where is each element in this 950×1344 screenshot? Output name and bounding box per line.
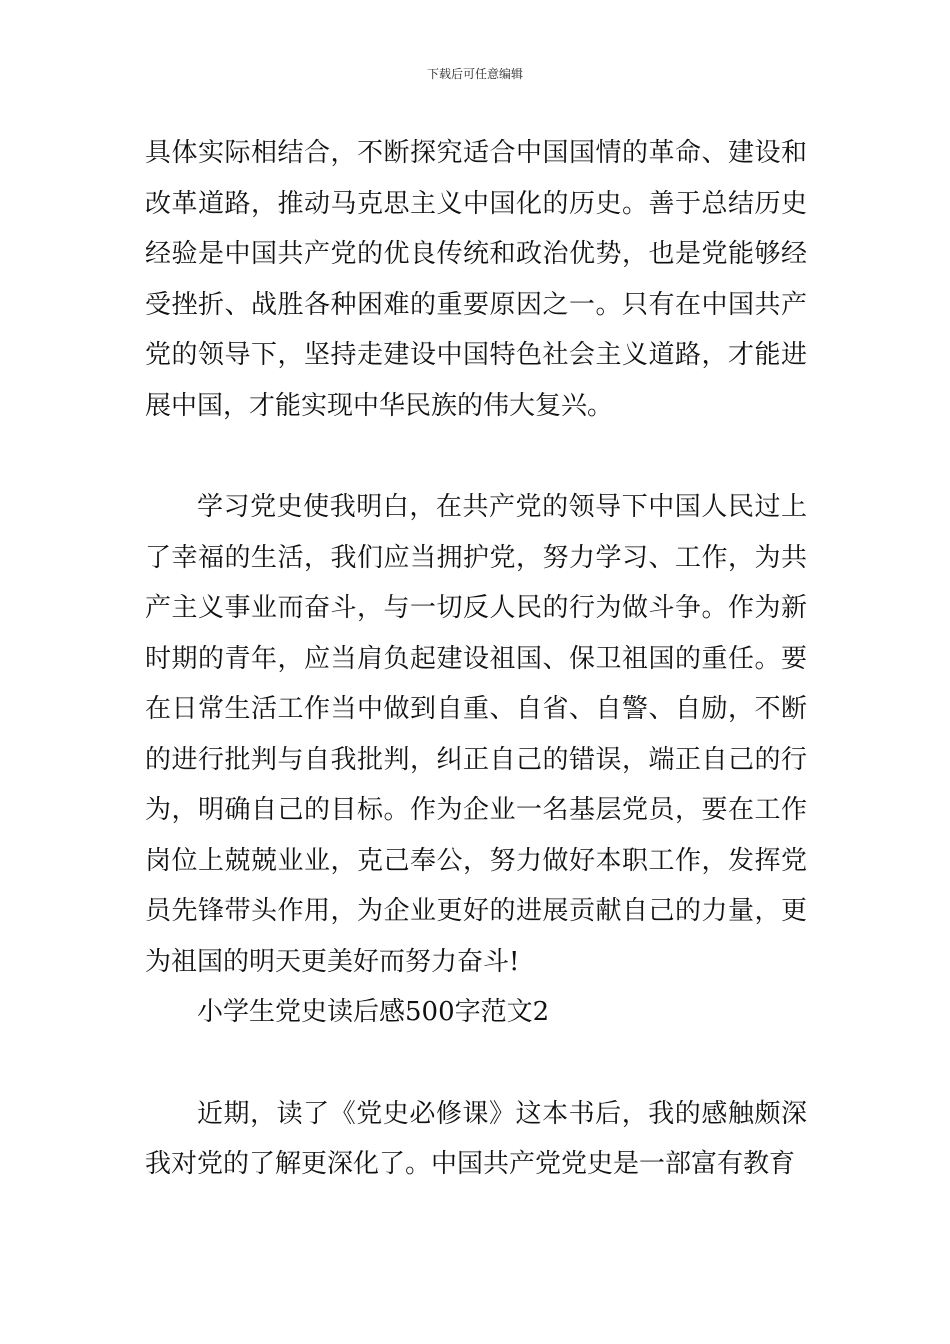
body-paragraph: 学习党史使我明白，在共产党的领导下中国人民过上了幸福的生活，我们应当拥护党，努力学习、工作，为共产主义事业而奋斗，与一切反人民的行为做斗争。作为新时期的青年，应当肩负起建设祖国、保卫祖国的重任。要在日常生活工作当中做到自重、自省、自警、自励，不断的进行批判与自我批判，纠正自己的错误，端正自己的行为，明确自己的目标。作为企业一名基层党员，要在工作岗位上兢兢业业，克己奉公，努力做好本职工作，发挥党员先锋带头作用，为企业更好的进展贡献自己的力量，更为祖国的明天更美好而努力奋斗! — [145, 492, 807, 977]
body-paragraph-continuation: 具体实际相结合，不断探究适合中国国情的革命、建设和改革道路，推动马克思主义中国化的历史。善于总结历史经验是中国共产党的优良传统和政治优势，也是党能够经受挫折、战胜各种困难的重要原因之一。只有在中国共产党的领导下，坚持走建设中国特色社会主义道路，才能进展中国，才能实现中华民族的伟大复兴。 — [145, 138, 807, 421]
section-heading: 小学生党史读后感500字范文2 — [197, 997, 550, 1027]
header-note: 下载后可任意编辑 — [426, 67, 523, 81]
body-paragraph: 近期，读了《党史必修课》这本书后，我的感触颇深我对党的了解更深化了。中国共产党党史是一部富有教育 — [145, 1098, 807, 1179]
document-body — [145, 128, 807, 1190]
